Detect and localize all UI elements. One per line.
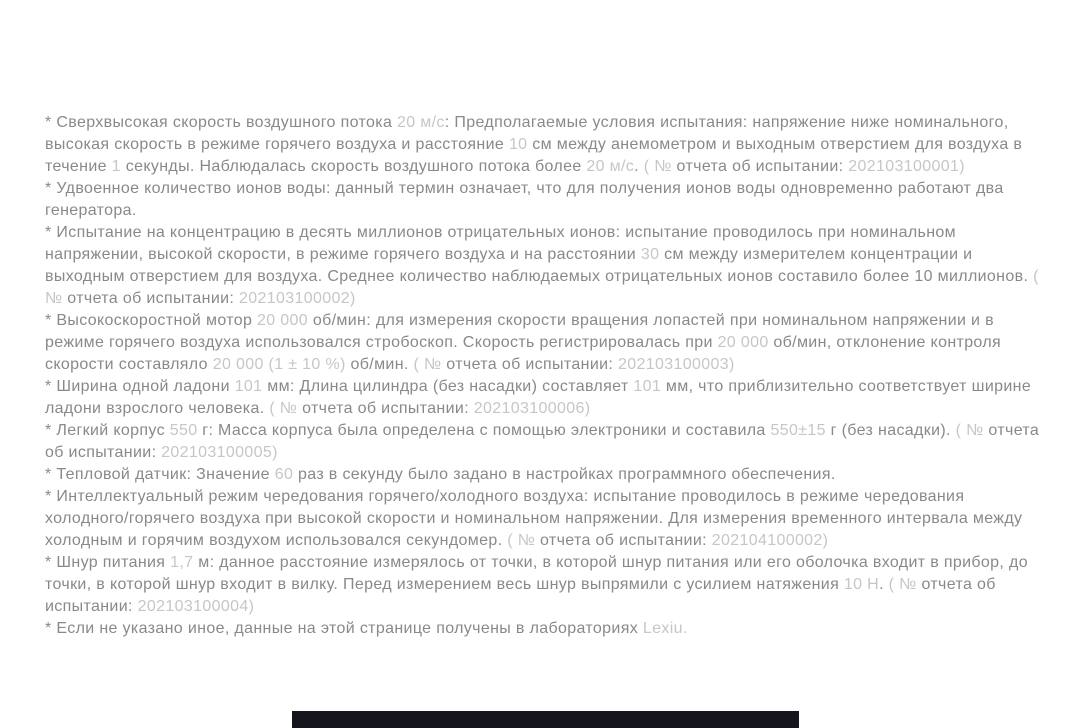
text-segment: об/мин, отклонение контроля скорости составляло <box>45 334 1002 373</box>
text-segment: * Тепловой датчик: Значение <box>45 466 275 483</box>
footer-bar <box>292 711 799 728</box>
footnote-paragraph <box>45 112 1050 178</box>
footnote-paragraph <box>45 178 1050 222</box>
dim-text-segment: 202103100001) <box>848 158 965 175</box>
text-segment: : Предполагаемые условия испытания: напряжение ниже номинального, высокая скорость в режиме горячего воздуха и расстояние <box>45 114 1009 153</box>
dim-text-segment: ( № <box>413 356 442 373</box>
dim-text-segment: 20 000 <box>257 312 309 329</box>
dim-text-segment: 101 <box>633 378 662 395</box>
dim-text-segment: 10 Н <box>843 576 880 593</box>
text-segment: . <box>879 576 889 593</box>
dim-text-segment: ( № <box>955 422 984 439</box>
dim-text-segment: 20 000 <box>717 334 769 351</box>
text-segment: мм: Длина цилиндра (без насадки) составляет <box>262 378 634 395</box>
dim-text-segment: ( № <box>507 532 536 549</box>
dim-text-segment: ( № <box>45 268 1039 307</box>
dim-text-segment: 60 <box>274 466 294 483</box>
text-segment: * Удвоенное количество ионов воды: данный термин означает, что для получения ионов воды одновременно работают два генератора. <box>45 180 1004 219</box>
text-segment: отчета об испытании: <box>45 422 1040 461</box>
dim-text-segment: 1 <box>111 158 121 175</box>
text-segment: г: Масса корпуса была определена с помощью электроники и составила <box>197 422 771 439</box>
text-segment: об/мин: для измерения скорости вращения лопастей при номинальном напряжении и в режиме горячего воздуха использовался стробоскоп. Скорость регистрировалась при <box>45 312 994 351</box>
dim-text-segment: 202103100004) <box>137 598 255 615</box>
footnote-paragraph <box>45 310 1050 376</box>
footnote-paragraph <box>45 376 1050 420</box>
dim-text-segment: 30 <box>640 246 660 263</box>
text-segment: * Если не указано иное, данные на этой странице получены в лабораториях <box>45 620 643 637</box>
footnote-paragraph <box>45 222 1050 310</box>
text-segment: см между анемометром и выходным отверстием для воздуха в течение <box>45 136 1023 175</box>
text-segment: . <box>634 158 644 175</box>
footnote-paragraph <box>45 552 1050 618</box>
dim-text-segment: 202104100002) <box>711 532 829 549</box>
text-segment: об/мин. <box>345 356 414 373</box>
dim-text-segment: ( № <box>269 400 298 417</box>
footnote-paragraph <box>45 420 1050 464</box>
text-segment: отчета об испытании: <box>671 158 849 175</box>
dim-text-segment: 550 <box>169 422 198 439</box>
text-segment: секунды. Наблюдалась скорость воздушного потока более <box>120 158 587 175</box>
text-segment: отчета об испытании: <box>297 400 474 417</box>
dim-text-segment: 550±15 <box>770 422 826 439</box>
text-segment: * Ширина одной ладони <box>45 378 235 395</box>
footnotes-section <box>45 112 1050 640</box>
text-segment: * Интеллектуальный режим чередования горячего/холодного воздуха: испытание проводилось в режиме чередования холодного/горячего воздуха при высокой скорости и номинальном напряжении. Для измерения временного интервала между холодным и горячим воздухом использовался секундомер. <box>45 488 1023 549</box>
text-segment: * Легкий корпус <box>45 422 170 439</box>
dim-text-segment: 202103100005) <box>161 444 278 461</box>
text-segment: раз в секунду было задано в настройках программного обеспечения. <box>293 466 836 483</box>
text-segment: см между измерителем концентрации и выходным отверстием для воздуха. Среднее количество наблюдаемых отрицательных ионов составило более 10 миллионов. <box>45 246 1034 285</box>
text-segment: отчета об испытании: <box>45 576 996 615</box>
text-segment: отчета об испытании: <box>535 532 712 549</box>
dim-text-segment: 202103100003) <box>618 356 735 373</box>
dim-text-segment: 202103100002) <box>239 290 356 307</box>
footnote-paragraph <box>45 618 1050 640</box>
dim-text-segment: ( № <box>888 576 917 593</box>
footnote-paragraph <box>45 464 1050 486</box>
dim-text-segment: 1,7 <box>170 554 194 571</box>
text-segment: * Испытание на концентрацию в десять миллионов отрицательных ионов: испытание проводилось при номинальном напряжении, высокой скорости, в режиме горячего воздуха и на расстоянии <box>45 224 956 263</box>
text-segment: * Высокоскоростной мотор <box>45 312 258 329</box>
text-segment: отчета об испытании: <box>441 356 618 373</box>
text-segment: м: данное расстояние измерялось от точки, в которой шнур питания или его оболочка входит в прибор, до точки, в которой шнур входит в вилку. Перед измерением весь шнур выпрямили с усилием натяжения <box>45 554 1028 593</box>
dim-text-segment: 20 м/с <box>586 158 635 175</box>
dim-text-segment: 10 <box>508 136 528 153</box>
dim-text-segment: Lexiu. <box>642 620 688 637</box>
text-segment: отчета об испытании: <box>62 290 239 307</box>
dim-text-segment: ( № <box>643 158 672 175</box>
text-segment: * Сверхвысокая скорость воздушного потока <box>45 114 397 131</box>
text-segment: * Шнур питания <box>45 554 171 571</box>
text-segment: г (без насадки). <box>825 422 956 439</box>
dim-text-segment: 20 000 (1 ± 10 %) <box>212 356 346 373</box>
dim-text-segment: 202103100006) <box>473 400 591 417</box>
text-segment: мм, что приблизительно соответствует ширине ладони взрослого человека. <box>45 378 1032 417</box>
dim-text-segment: 101 <box>234 378 263 395</box>
dim-text-segment: 20 м/с <box>397 114 445 131</box>
footnote-paragraph <box>45 486 1050 552</box>
